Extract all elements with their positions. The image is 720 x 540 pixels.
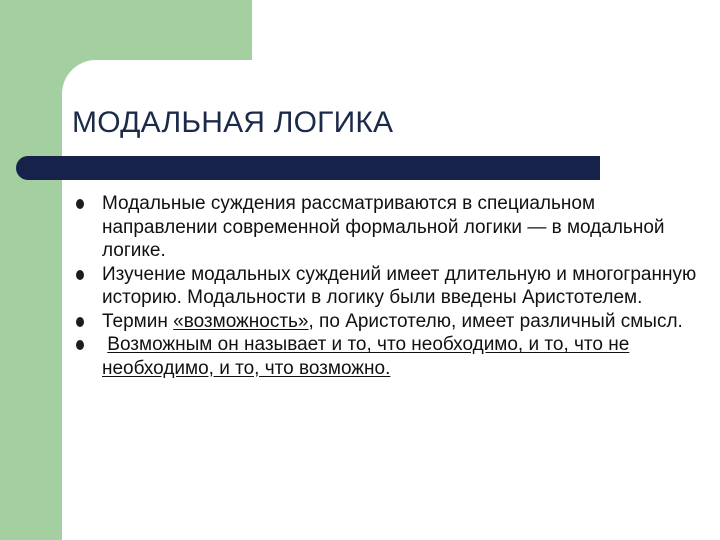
bullet-text: Изучение модальных суждений имеет длительную и многогранную историю. Модальности в логику были введены Аристотелем. — [102, 263, 697, 308]
underlined-term: «возможность» — [173, 310, 309, 332]
bullet-text-before: Термин — [102, 310, 174, 332]
bullet-text: Модальные суждения рассматриваются в специальном направлении современной формальной логики — в модальной логике. — [102, 193, 665, 261]
slide-title: МОДАЛЬНАЯ ЛОГИКА — [72, 106, 394, 139]
bullet-item — [74, 333, 704, 380]
bullet-dot-icon — [76, 270, 84, 280]
bullet-dot-icon — [76, 340, 84, 350]
title-underline-bar — [16, 156, 600, 180]
bullet-dot-icon — [76, 199, 84, 209]
bullet-text-after: , по Аристотелю, имеет различный смысл. — [308, 310, 683, 332]
underlined-definition: Возможным он называет и то, что необходимо, и то, что не необходимо, и то, что возможно. — [102, 334, 630, 379]
bullet-item — [74, 310, 704, 334]
bullet-item — [74, 263, 704, 310]
bullet-list — [74, 192, 704, 380]
bullet-dot-icon — [76, 317, 84, 327]
bullet-item — [74, 192, 704, 263]
